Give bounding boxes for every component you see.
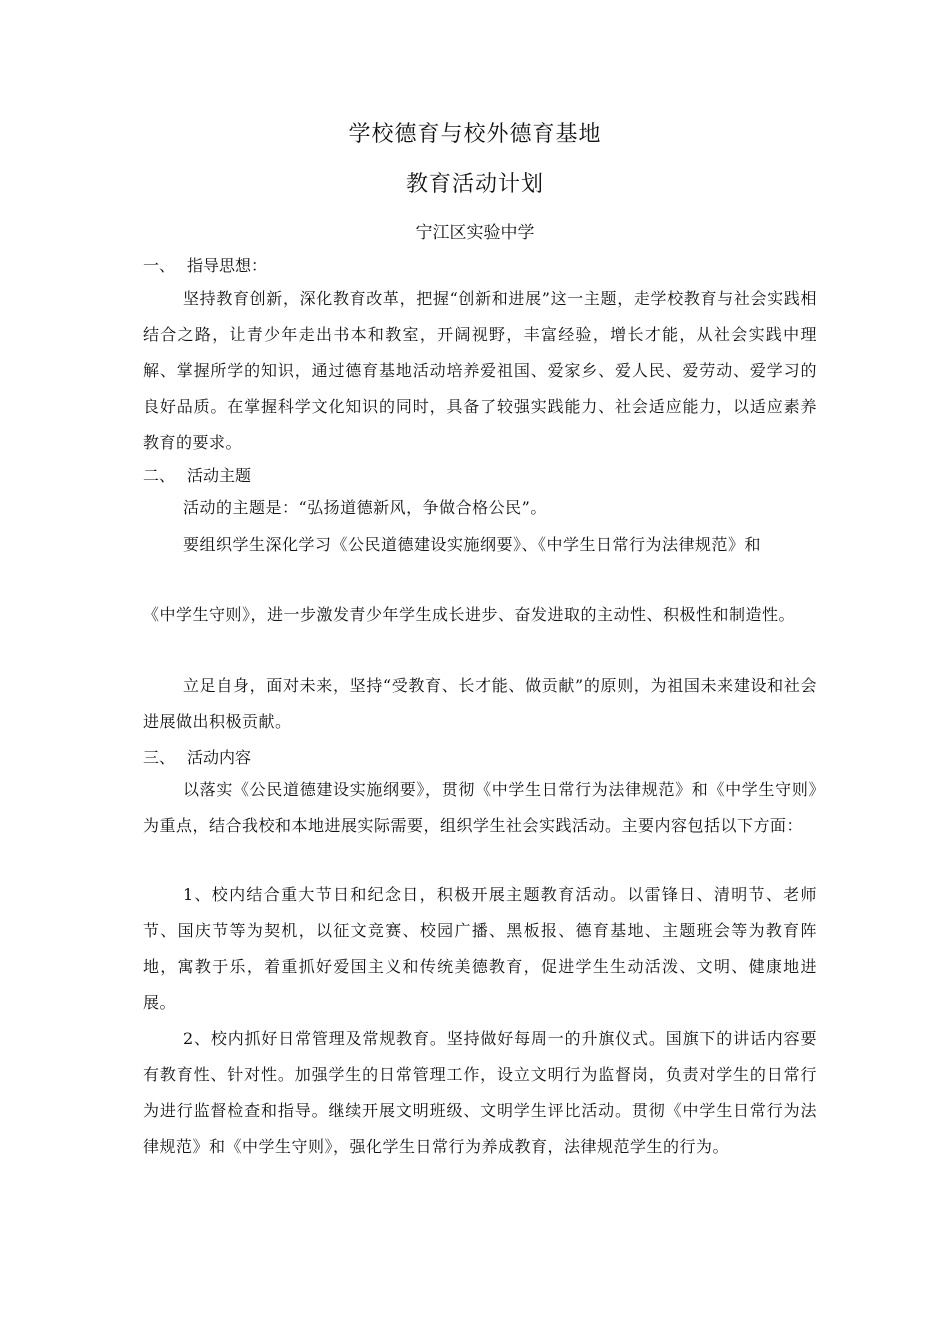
- paragraph-guiding-idea: 坚持教育创新，深化教育改革，把握“创新和进展”这一主题，走学校教育与社会实践相结合之路，让青少年走出书本和教室，开阔视野，丰富经验，增长才能，从社会实践中理解、掌握所学的知识，通过德育基地活动培养爱祖国、爱家乡、爱人民、爱劳动、爱学习的良好品质。在掌握科学文化知识的同时，具备了较强实践能力、社会适应能力，以适应素养教育的要求。: [143, 289, 817, 452]
- section-title: 指导思想：: [187, 256, 268, 275]
- paragraph-study: 要组织学生深化学习《公民道德建设实施纲要》、《中学生日常行为法律规范》和: [183, 535, 762, 554]
- section-heading-2: [143, 463, 251, 486]
- paragraph-content-intro: 以落实《公民道德建设实施纲要》，贯彻《中学生日常行为法律规范》和《中学生守则》为重点，结合我校和本地进展实际需要，组织学生社会实践活动。主要内容包括以下方面：: [143, 780, 817, 835]
- section-title: 活动主题: [187, 466, 252, 485]
- document-title-line2: 教育活动计划: [405, 172, 544, 197]
- paragraph-item-2: 2、校内抓好日常管理及常规教育。坚持做好每周一的升旗仪式。国旗下的讲话内容要有教育性、针对性。加强学生的日常管理工作，设立文明行为监督岗，负责对学生的日常行为进行监督检查和指导。继续开展文明班级、文明学生评比活动。贯彻《中学生日常行为法律规范》和《中学生守则》，强化学生日常行为养成教育，法律规范学生的行为。: [143, 1029, 817, 1156]
- paragraph-item-1: 1、校内结合重大节日和纪念日，积极开展主题教育活动。以雷锋日、清明节、老师节、国庆节等为契机，以征文竞赛、校园广播、黑板报、德育基地、主题班会等为教育阵地，寓教于乐，着重抓好爱国主义和传统美德教育，促进学生生动活泼、文明、健康地进展。: [143, 885, 817, 1012]
- section-heading-1: [143, 253, 267, 276]
- section-number: 二、: [143, 466, 176, 485]
- paragraph-study-continued: 《中学生守则》，进一步激发青少年学生成长进步、奋发进取的主动性、积极性和制造性。: [143, 605, 796, 624]
- paragraph-theme: 活动的主题是：“弘扬道德新风，争做合格公民”。: [183, 498, 547, 517]
- section-number: 一、: [143, 256, 176, 275]
- section-heading-3: [143, 745, 251, 768]
- section-number: 三、: [143, 748, 176, 767]
- document-title-line1: 学校德育与校外德育基地: [348, 122, 602, 147]
- section-title: 活动内容: [187, 748, 252, 767]
- school-name: 宁江区实验中学: [415, 223, 535, 243]
- paragraph-principle: 立足自身，面对未来，坚持“受教育、长才能、做贡献”的原则，为祖国未来建设和社会进展做出积极贡献。: [143, 676, 817, 731]
